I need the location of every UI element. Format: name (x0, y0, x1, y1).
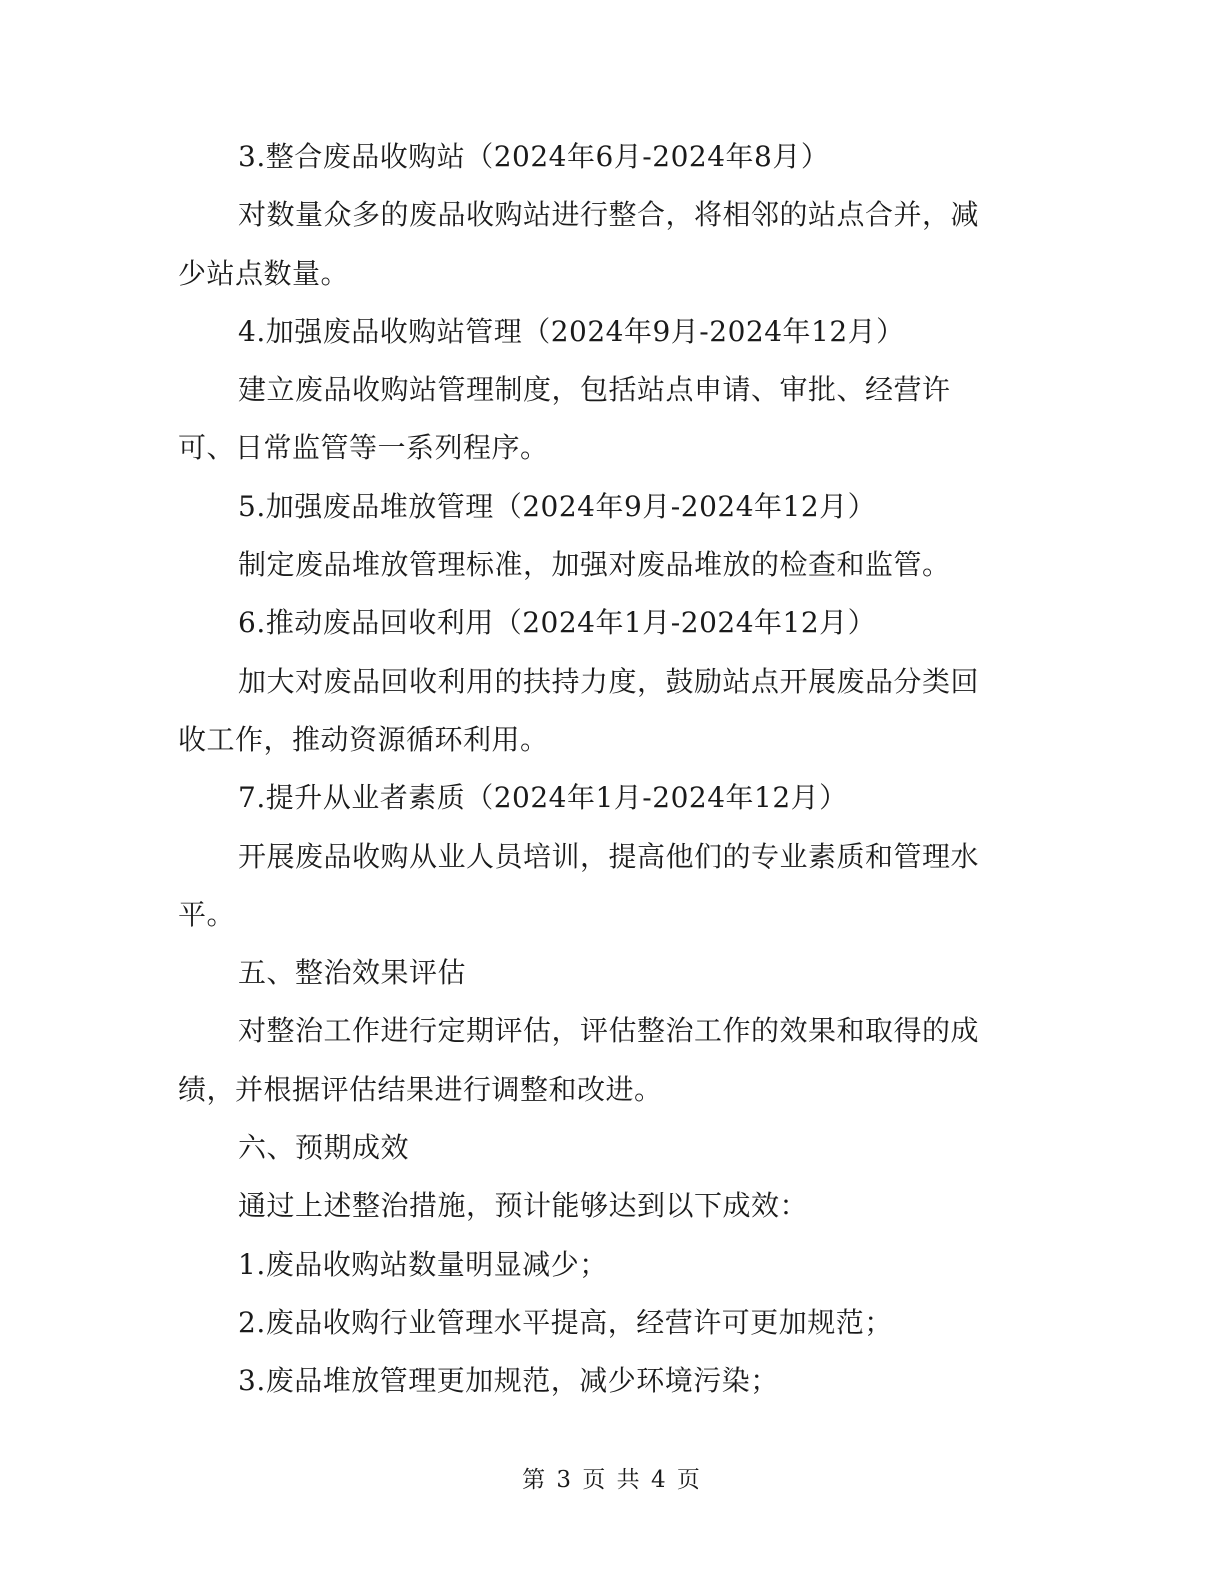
section-heading-7: 7.提升从业者素质（2024年1月-2024年12月） (238, 781, 848, 815)
paragraph-line: 通过上述整治措施，预计能够达到以下成效： (238, 1189, 809, 1223)
paragraph-line: 可、日常监管等一系列程序。 (178, 431, 549, 465)
section-heading-6: 6.推动废品回收利用（2024年1月-2024年12月） (238, 606, 877, 640)
paragraph-line: 平。 (178, 897, 236, 931)
list-item: 3.废品堆放管理更加规范，减少环境污染； (238, 1364, 779, 1398)
list-item: 2.废品收购行业管理水平提高，经营许可更加规范； (238, 1305, 893, 1339)
document-body (178, 128, 1023, 1411)
section-heading-4: 4.加强废品收购站管理（2024年9月-2024年12月） (238, 314, 905, 348)
page-number-footer: 第 3 页 共 4 页 (522, 1467, 702, 1493)
section-heading-5: 5.加强废品堆放管理（2024年9月-2024年12月） (238, 489, 877, 523)
paragraph-line: 开展废品收购从业人员培训，提高他们的专业素质和管理水 (238, 839, 980, 873)
list-item: 1.废品收购站数量明显减少； (238, 1247, 608, 1281)
section-heading-3: 3.整合废品收购站（2024年6月-2024年8月） (238, 140, 830, 173)
paragraph-line: 加大对废品回收利用的扶持力度，鼓励站点开展废品分类回 (238, 664, 980, 698)
paragraph-line: 对数量众多的废品收购站进行整合，将相邻的站点合并，减 (238, 198, 980, 232)
paragraph-line: 建立废品收购站管理制度，包括站点申请、审批、经营许 (238, 373, 951, 407)
paragraph-line: 少站点数量。 (178, 256, 350, 290)
chapter-heading-5: 五、整治效果评估 (238, 956, 467, 990)
chapter-heading-6: 六、预期成效 (238, 1131, 410, 1165)
paragraph-line: 收工作，推动资源循环利用。 (178, 722, 549, 756)
paragraph-line: 制定废品堆放管理标准，加强对废品堆放的检查和监管。 (238, 548, 951, 582)
paragraph-line: 绩，并根据评估结果进行调整和改进。 (178, 1072, 663, 1106)
paragraph-line: 对整治工作进行定期评估，评估整治工作的效果和取得的成 (238, 1014, 980, 1048)
